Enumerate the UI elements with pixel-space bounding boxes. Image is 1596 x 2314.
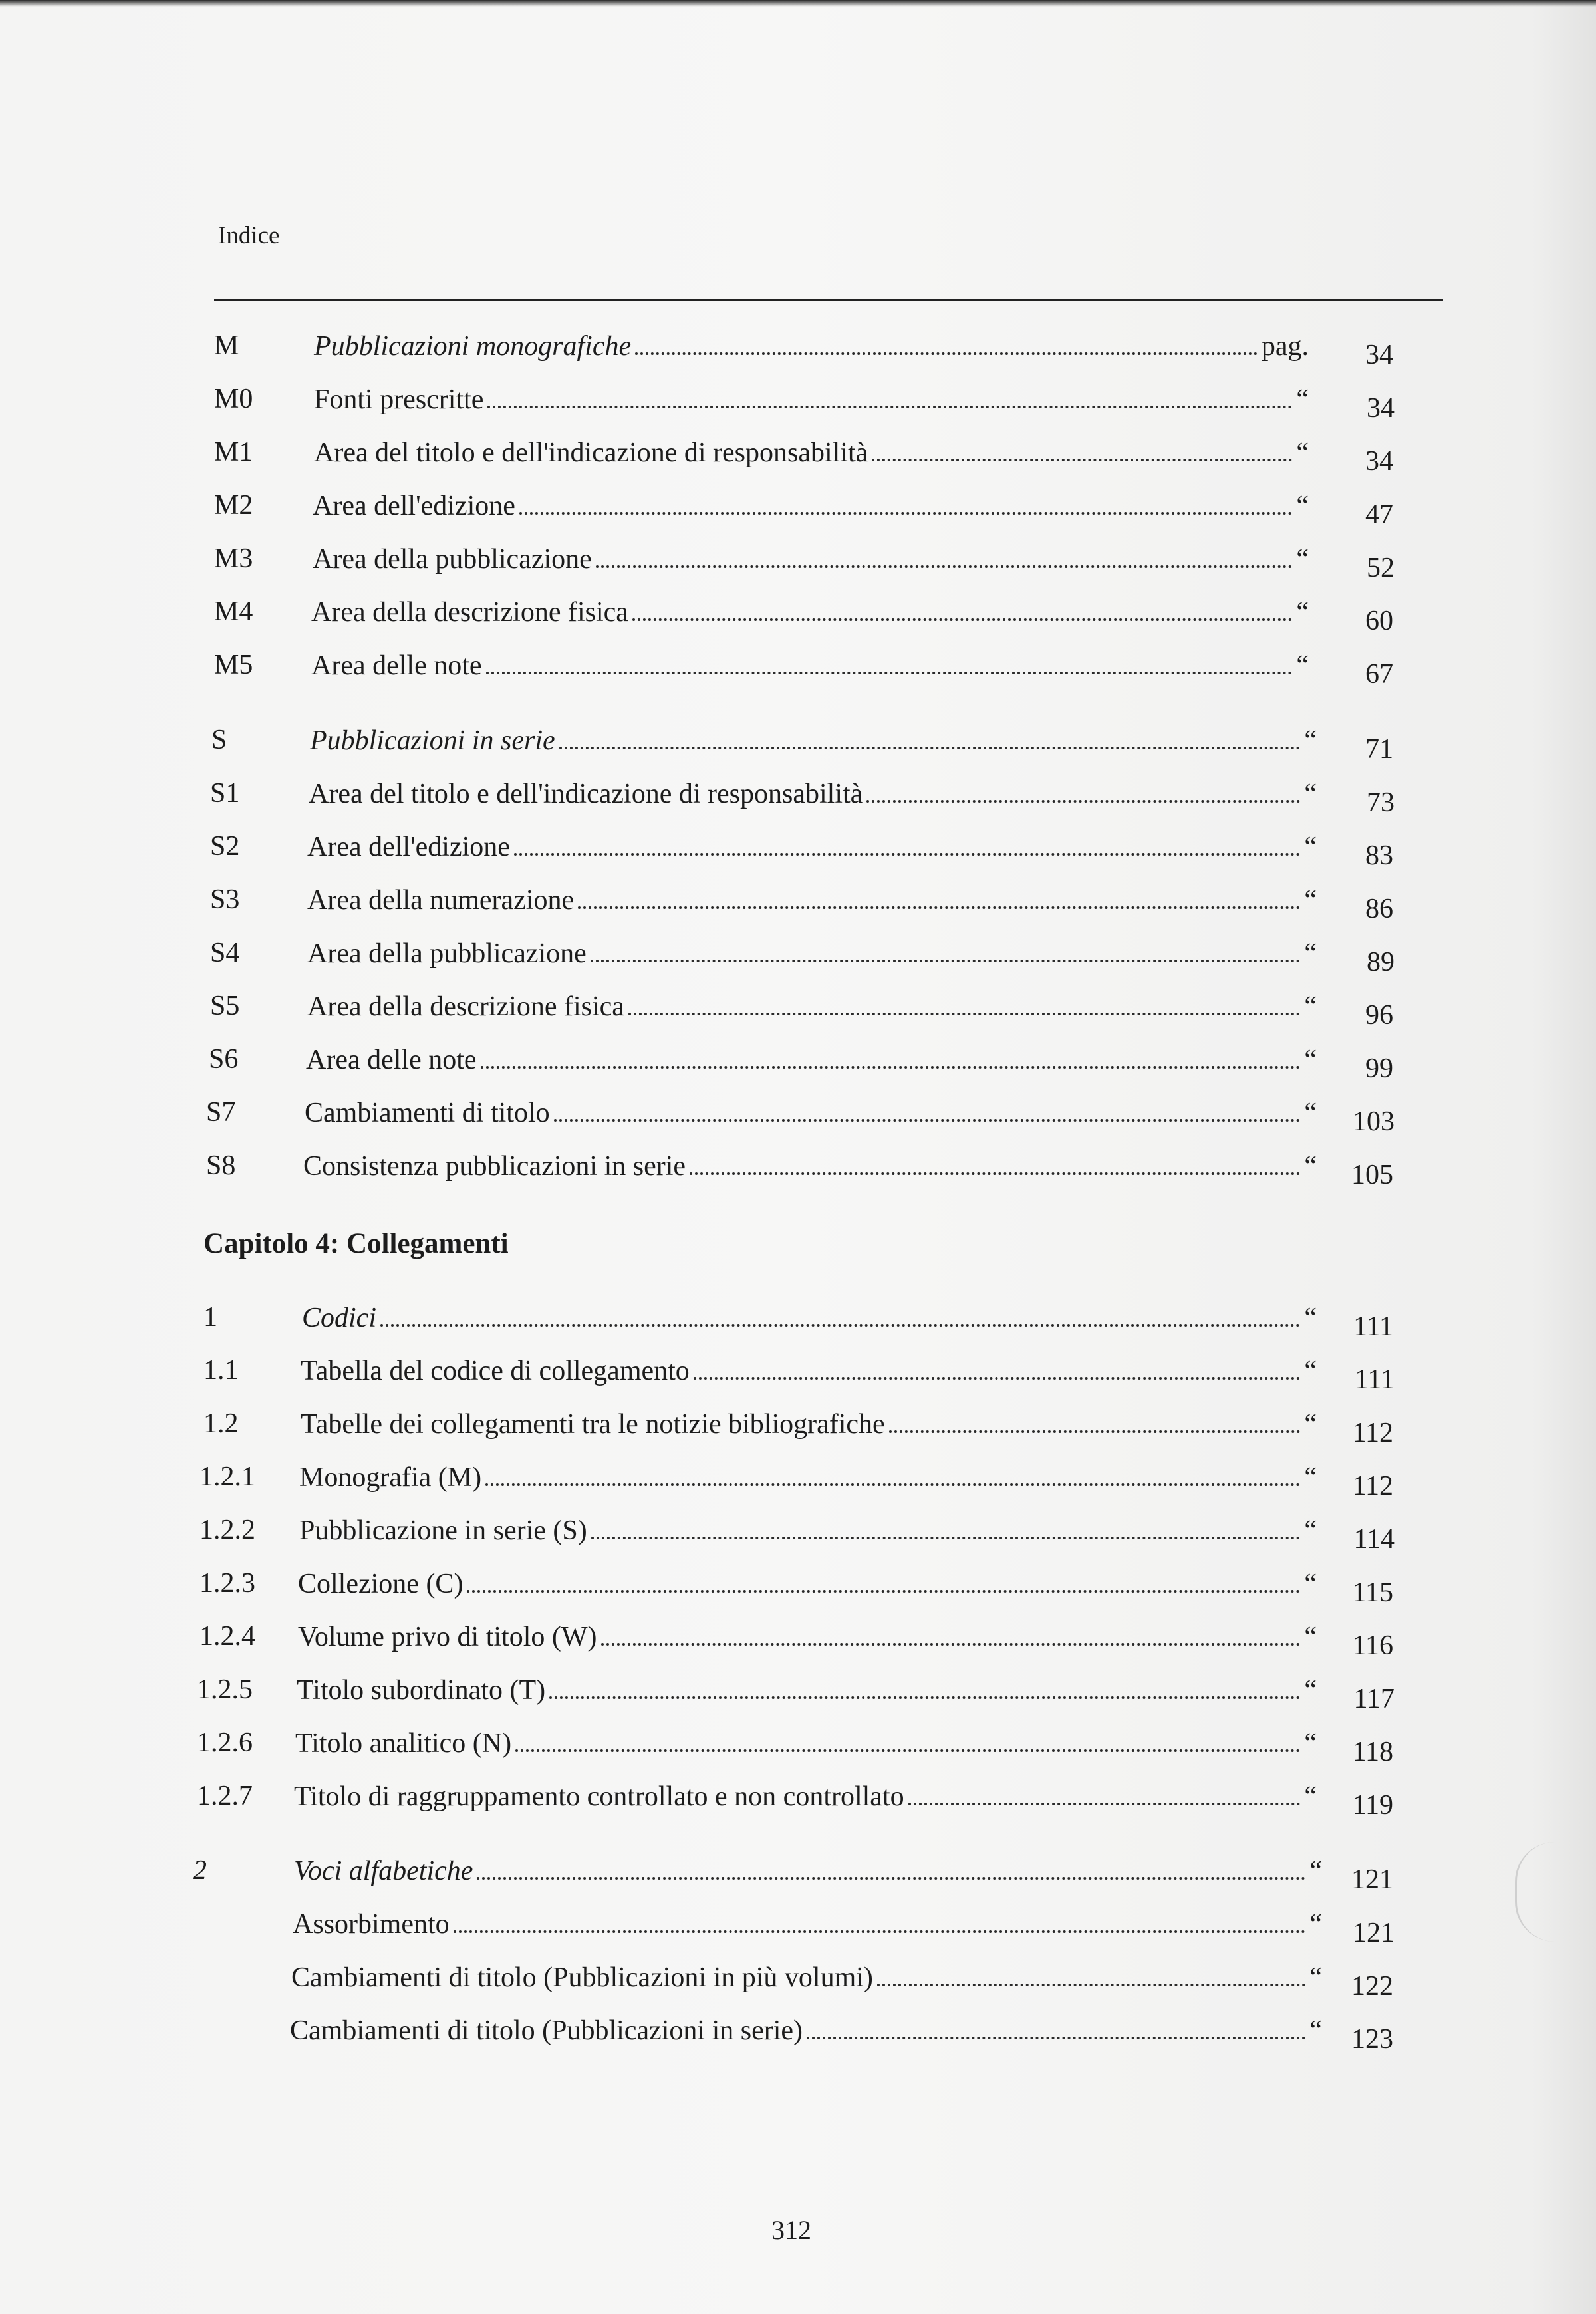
toc-entry-page: 119 xyxy=(1352,1790,1393,1821)
toc-entry-title: Titolo di raggruppamento controllato e non controllato xyxy=(294,1781,904,1812)
toc-entry-leader xyxy=(298,1618,1317,1658)
toc-entry-page: 103 xyxy=(1353,1106,1395,1137)
toc-entry-code: S8 xyxy=(206,1150,236,1181)
toc-entry-leader xyxy=(293,1905,1322,1945)
toc-entry xyxy=(0,775,1596,818)
toc-entry-leader xyxy=(307,828,1317,868)
toc-entry-title: Consistenza pubblicazioni in serie xyxy=(303,1151,686,1182)
toc-entry-code: 1.2.4 xyxy=(200,1621,255,1652)
toc-entry-leader xyxy=(305,1094,1317,1134)
page-marker: “ xyxy=(1304,1675,1317,1706)
dot-leader xyxy=(866,775,1300,803)
toc-entry-page: 111 xyxy=(1355,1364,1395,1395)
toc-entry-title: Volume privo di titolo (W) xyxy=(298,1622,597,1652)
toc-entry xyxy=(0,593,1596,636)
page-marker: “ xyxy=(1304,1728,1317,1759)
toc-entry-page: 116 xyxy=(1352,1630,1393,1661)
toc-entry-code: M2 xyxy=(214,490,253,521)
toc-entry-leader xyxy=(314,380,1309,420)
page-marker: “ xyxy=(1304,725,1317,756)
toc-entry-code: M5 xyxy=(214,650,253,680)
dot-leader xyxy=(601,1618,1301,1646)
dot-leader xyxy=(889,1405,1301,1433)
page-marker: “ xyxy=(1309,1856,1322,1886)
toc-entry-title: Tabelle dei collegamenti tra le notizie bibliografiche xyxy=(301,1409,885,1440)
toc-entry-title: Titolo subordinato (T) xyxy=(297,1675,546,1706)
toc-entry-title: Tabella del codice di collegamento xyxy=(301,1356,690,1386)
page-marker: “ xyxy=(1296,544,1309,575)
toc-entry-page: 73 xyxy=(1367,787,1395,818)
toc-entry-leader xyxy=(298,1565,1317,1605)
dot-leader xyxy=(514,828,1300,856)
toc-entry-page: 115 xyxy=(1352,1577,1393,1608)
page-marker: “ xyxy=(1304,885,1317,916)
toc-entry-page: 83 xyxy=(1365,840,1393,871)
dot-leader xyxy=(591,934,1301,962)
toc-entry-code: 1.2 xyxy=(203,1408,239,1439)
page-marker: “ xyxy=(1304,1356,1317,1386)
page-marker: “ xyxy=(1309,2015,1322,2046)
toc-entry-title: Area della descrizione fisica xyxy=(307,991,624,1022)
toc-entry-leader xyxy=(299,1511,1317,1551)
toc-entry-title: Collezione (C) xyxy=(298,1569,464,1599)
toc-entry-page: 47 xyxy=(1365,499,1393,530)
dot-leader xyxy=(578,881,1300,909)
toc-entry-page: 111 xyxy=(1353,1311,1393,1342)
toc-entry-leader xyxy=(294,1777,1317,1817)
toc-entry-page: 123 xyxy=(1351,2024,1393,2055)
page-marker: “ xyxy=(1304,1781,1317,1812)
toc-entry-title: Area della numerazione xyxy=(307,885,575,916)
page-marker: “ xyxy=(1304,991,1317,1022)
page-marker: pag. xyxy=(1261,331,1309,362)
chapter-heading: Capitolo 4: Collegamenti xyxy=(203,1228,509,1259)
toc-entry-code: S2 xyxy=(210,831,240,862)
toc-entry-leader xyxy=(311,593,1309,633)
toc-entry xyxy=(0,1352,1596,1395)
toc-entry-code: 1.2.7 xyxy=(197,1781,253,1811)
toc-entry-page: 105 xyxy=(1351,1160,1393,1190)
toc-entry-code: S5 xyxy=(210,991,240,1021)
toc-entry xyxy=(0,487,1596,530)
toc-entry-page: 114 xyxy=(1353,1524,1395,1555)
page-marker: “ xyxy=(1304,1303,1317,1333)
dot-leader xyxy=(486,646,1293,674)
toc-entry-code: 1 xyxy=(203,1302,217,1333)
toc-entry-leader xyxy=(307,934,1317,974)
toc-entry-title: Area delle note xyxy=(306,1045,477,1075)
toc-entry-title: Cambiamenti di titolo (Pubblicazioni in serie) xyxy=(290,2015,803,2046)
toc-entry-code: S7 xyxy=(206,1097,236,1128)
toc-entry-code: 1.2.3 xyxy=(200,1568,255,1599)
dot-leader xyxy=(380,1299,1300,1327)
toc-entry xyxy=(0,540,1596,583)
toc-entry-page: 96 xyxy=(1365,1000,1393,1031)
page-marker: “ xyxy=(1304,1409,1317,1440)
toc-entry-leader xyxy=(309,775,1317,815)
toc-entry-page: 122 xyxy=(1351,1971,1393,2001)
toc-entry-page: 34 xyxy=(1365,446,1393,477)
page-marker: “ xyxy=(1296,650,1309,681)
toc-entry xyxy=(0,1041,1596,1084)
toc-entry-leader xyxy=(307,881,1317,921)
toc-entry xyxy=(0,1777,1596,1821)
header-rule xyxy=(214,299,1443,301)
dot-leader xyxy=(454,1905,1306,1933)
toc-entry-leader xyxy=(313,487,1309,527)
page-marker: “ xyxy=(1304,779,1317,809)
toc-entry-page: 112 xyxy=(1352,1418,1393,1448)
dot-leader xyxy=(807,2011,1305,2039)
dot-leader xyxy=(591,1511,1301,1539)
dot-leader xyxy=(632,593,1292,621)
dot-leader xyxy=(628,987,1300,1015)
toc-entry-page: 89 xyxy=(1367,947,1395,977)
toc-entry-leader xyxy=(303,1147,1317,1187)
toc-entry-title: Area dell'edizione xyxy=(313,491,515,521)
toc-entry-code: S xyxy=(211,725,227,755)
toc-entry xyxy=(0,1458,1596,1501)
page-marker: “ xyxy=(1304,1151,1317,1182)
toc-entry xyxy=(0,721,1596,765)
toc-entry-leader xyxy=(314,434,1309,473)
dot-leader xyxy=(554,1094,1301,1122)
toc-entry-leader xyxy=(301,1352,1317,1392)
toc-entry xyxy=(0,327,1596,370)
toc-entry-page: 71 xyxy=(1365,734,1393,765)
toc-entry-title: Cambiamenti di titolo xyxy=(305,1098,550,1128)
toc-entry-code: 1.1 xyxy=(203,1355,239,1386)
toc-entry-code: M3 xyxy=(214,543,253,574)
page-marker: “ xyxy=(1296,491,1309,521)
toc-entry-leader xyxy=(306,1041,1317,1081)
toc-entry xyxy=(0,1511,1596,1555)
toc-entry-title: Pubblicazioni monografiche xyxy=(314,331,632,362)
page-marker: “ xyxy=(1304,832,1317,862)
toc-entry-leader xyxy=(290,2011,1322,2051)
toc-entry-title: Area della descrizione fisica xyxy=(311,597,628,628)
toc-entry xyxy=(0,380,1596,424)
toc-entry xyxy=(0,934,1596,977)
toc-entry-page: 121 xyxy=(1351,1864,1393,1895)
page-marker: “ xyxy=(1304,938,1317,969)
toc-entry xyxy=(0,828,1596,871)
dot-leader xyxy=(549,1671,1300,1699)
toc-entry-leader xyxy=(297,1671,1317,1711)
toc-entry-title: Codici xyxy=(302,1303,376,1333)
toc-entry xyxy=(0,2011,1596,2055)
dot-leader xyxy=(872,434,1292,461)
dot-leader xyxy=(908,1777,1301,1805)
toc-entry-code: M4 xyxy=(214,596,253,627)
toc-entry xyxy=(0,1299,1596,1342)
dot-leader xyxy=(477,1852,1305,1880)
toc-entry-title: Area della pubblicazione xyxy=(307,938,587,969)
toc-entry-leader xyxy=(294,1852,1322,1892)
toc-entry xyxy=(0,1565,1596,1608)
dot-leader xyxy=(487,380,1292,408)
toc-entry xyxy=(0,1618,1596,1661)
toc-entry-title: Pubblicazione in serie (S) xyxy=(299,1515,587,1546)
toc-entry-page: 34 xyxy=(1365,340,1393,370)
toc-entry-page: 52 xyxy=(1367,553,1395,583)
dot-leader xyxy=(694,1352,1301,1380)
running-header: Indice xyxy=(218,222,280,249)
toc-entry-code: 1.2.2 xyxy=(200,1515,255,1545)
toc-entry-code: 2 xyxy=(193,1855,207,1886)
page-marker: “ xyxy=(1296,438,1309,468)
toc-entry-code: M1 xyxy=(214,437,253,467)
toc-entry-leader xyxy=(295,1724,1317,1764)
page-marker: “ xyxy=(1296,384,1309,415)
toc-entry xyxy=(0,1671,1596,1714)
dot-leader xyxy=(877,1958,1305,1986)
toc-entry-page: 118 xyxy=(1352,1737,1393,1767)
dot-leader xyxy=(559,721,1301,749)
page-marker: “ xyxy=(1304,1462,1317,1493)
dot-leader xyxy=(519,487,1292,515)
toc-entry-page: 121 xyxy=(1353,1918,1395,1948)
toc-entry-code: S4 xyxy=(210,938,240,968)
toc-entry-page: 112 xyxy=(1352,1471,1393,1501)
page-marker: “ xyxy=(1304,1515,1317,1546)
dot-leader xyxy=(690,1147,1300,1175)
toc-entry xyxy=(0,1094,1596,1137)
toc-entry-leader xyxy=(291,1958,1322,1998)
toc-entry-leader xyxy=(311,646,1309,686)
toc-entry xyxy=(0,1905,1596,1948)
toc-entry xyxy=(0,1147,1596,1190)
toc-entry-page: 86 xyxy=(1365,894,1393,924)
toc-entry xyxy=(0,1724,1596,1767)
toc-entry xyxy=(0,1852,1596,1895)
toc-entry-page: 67 xyxy=(1365,659,1393,690)
toc-entry xyxy=(0,881,1596,924)
toc-entry-title: Area del titolo e dell'indicazione di responsabilità xyxy=(309,779,863,809)
toc-entry-title: Area della pubblicazione xyxy=(313,544,592,575)
toc-entry-leader xyxy=(313,540,1309,580)
toc-entry xyxy=(0,646,1596,690)
toc-entry-title: Voci alfabetiche xyxy=(294,1856,473,1886)
toc-entry-title: Assorbimento xyxy=(293,1909,450,1940)
dot-leader xyxy=(596,540,1293,568)
toc-entry-title: Titolo analitico (N) xyxy=(295,1728,512,1759)
page-marker: “ xyxy=(1296,597,1309,628)
toc-entry-title: Monografia (M) xyxy=(299,1462,482,1493)
page-marker: “ xyxy=(1309,1962,1322,1993)
toc-entry-leader xyxy=(299,1458,1317,1498)
page-marker: “ xyxy=(1304,1622,1317,1652)
toc-entry-code: S3 xyxy=(210,884,240,915)
toc-entry xyxy=(0,987,1596,1031)
toc-entry-title: Area dell'edizione xyxy=(307,832,510,862)
toc-entry-code: M xyxy=(214,330,239,361)
toc-entry-leader xyxy=(307,987,1317,1027)
toc-entry xyxy=(0,1405,1596,1448)
dot-leader xyxy=(515,1724,1300,1752)
page-marker: “ xyxy=(1304,1045,1317,1075)
dot-leader xyxy=(481,1041,1301,1069)
toc-entry-title: Fonti prescritte xyxy=(314,384,484,415)
toc-entry-code: 1.2.6 xyxy=(197,1728,253,1758)
toc-entry-page: 34 xyxy=(1367,393,1395,424)
scan-top-shadow xyxy=(0,0,1596,7)
toc-entry-code: 1.2.5 xyxy=(197,1674,253,1705)
toc-entry-title: Pubblicazioni in serie xyxy=(310,725,555,756)
toc-entry xyxy=(0,434,1596,477)
toc-entry-title: Area delle note xyxy=(311,650,482,681)
toc-entry-code: 1.2.1 xyxy=(200,1462,255,1492)
dot-leader xyxy=(635,327,1258,355)
toc-entry-code: S1 xyxy=(210,778,240,809)
page-marker: “ xyxy=(1304,1098,1317,1128)
toc-entry-page: 99 xyxy=(1365,1053,1393,1084)
toc-entry-page: 60 xyxy=(1365,606,1393,636)
toc-entry-page: 117 xyxy=(1353,1684,1395,1714)
toc-entry-code: M0 xyxy=(214,384,253,414)
page-marker: “ xyxy=(1304,1569,1317,1599)
toc-entry xyxy=(0,1958,1596,2001)
toc-entry-title: Area del titolo e dell'indicazione di responsabilità xyxy=(314,438,868,468)
page-number: 312 xyxy=(771,2215,811,2245)
toc-entry-leader xyxy=(310,721,1317,761)
toc-entry-leader xyxy=(301,1405,1317,1445)
toc-entry-leader xyxy=(314,327,1309,367)
toc-entry-code: S6 xyxy=(209,1044,239,1075)
toc-entry-title: Cambiamenti di titolo (Pubblicazioni in più volumi) xyxy=(291,1962,873,1993)
toc-entry-leader xyxy=(302,1299,1317,1339)
page-marker: “ xyxy=(1309,1909,1322,1940)
dot-leader xyxy=(467,1565,1300,1593)
dot-leader xyxy=(485,1458,1300,1486)
